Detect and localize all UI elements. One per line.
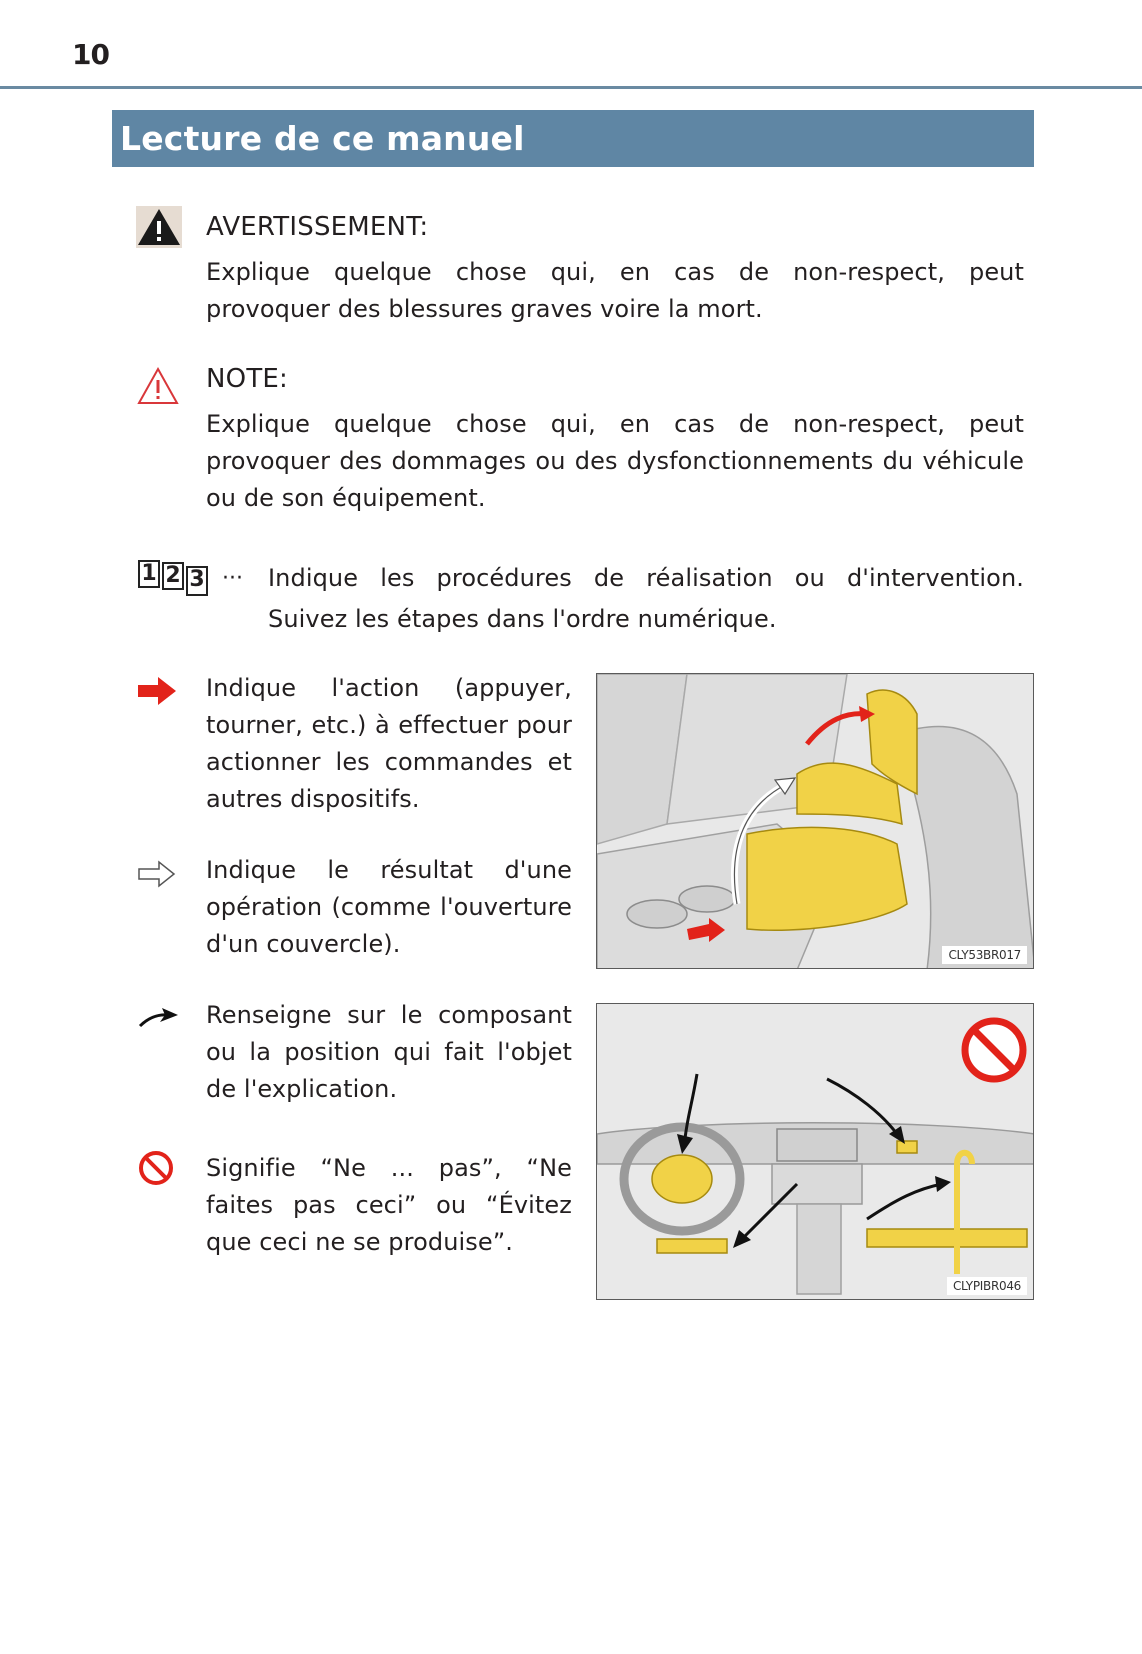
header-divider: [0, 86, 1142, 89]
note-heading: NOTE:: [206, 364, 288, 394]
page-number: 10: [72, 38, 109, 71]
step-number: 2: [162, 562, 184, 590]
prohibition-text: Signifie “Ne ... pas”, “Ne faites pas ceci” ou “Évitez que ceci ne se produise”.: [206, 1154, 572, 1256]
console-armrest-illustration: [596, 673, 1034, 969]
step-number: 1: [138, 560, 160, 588]
result-text: Indique le résultat d'une opération (comme l'ouverture d'un couvercle).: [206, 856, 572, 958]
warning-text: Explique quelque chose qui, en cas de non-respect, peut provoquer des blessures graves voire la mort.: [206, 258, 1024, 323]
page-title: Lecture de ce manuel: [112, 110, 1034, 167]
steps-ellipsis: ···: [222, 566, 243, 591]
step-number: 3: [186, 566, 208, 596]
warning-heading: AVERTISSEMENT:: [206, 212, 429, 242]
caution-outline-triangle-icon: [136, 366, 180, 406]
prohibition-icon: [138, 1150, 174, 1186]
figure-code: CLYPIBR046: [947, 1277, 1027, 1295]
outline-arrow-icon: [138, 860, 176, 888]
pointer-arrow-icon: [138, 1006, 178, 1028]
figure-code: CLY53BR017: [942, 946, 1027, 964]
steps-text: Indique les procédures de réalisation ou d'intervention. Suivez les étapes dans l'ordre numérique.: [268, 564, 1024, 633]
warning-filled-triangle-icon: [136, 206, 182, 248]
action-text: Indique l'action (appuyer, tourner, etc.) à effectuer pour actionner les commandes et autres dispositifs.: [206, 674, 572, 813]
dashboard-illustration-drawing: [597, 1004, 1034, 1300]
red-arrow-icon: [138, 677, 176, 705]
component-text: Renseigne sur le composant ou la position qui fait l'objet de l'explication.: [206, 1001, 572, 1103]
console-illustration-drawing: [597, 674, 1034, 969]
dashboard-storage-illustration: [596, 1003, 1034, 1300]
note-text: Explique quelque chose qui, en cas de non-respect, peut provoquer des dommages ou des dysfonctionnements du véhicule ou de son équipement.: [206, 410, 1024, 512]
